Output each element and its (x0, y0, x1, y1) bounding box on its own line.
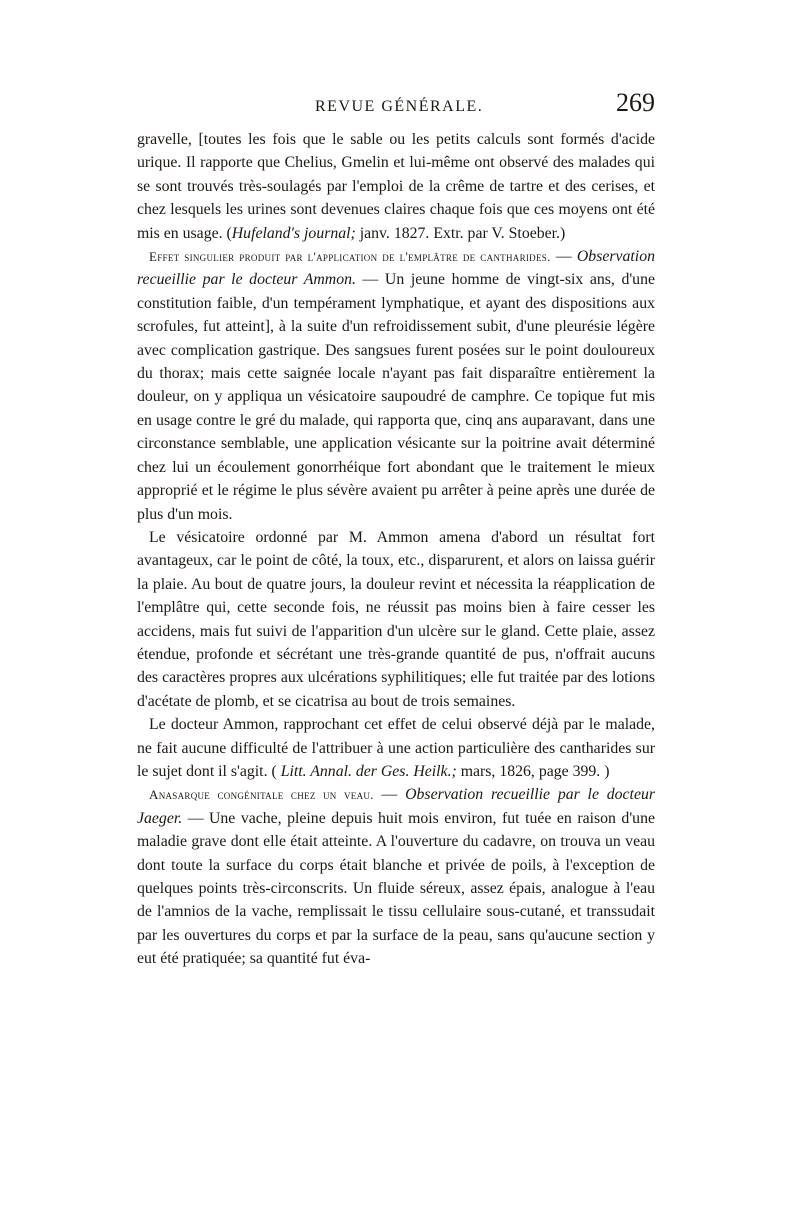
paragraph-text: Le vésicatoire ordonné par M. Ammon amena d'abord un résultat fort avantageux, car le point de côté, la toux, etc., disparurent, et alors on laissa guérir la plaie. Au bout de quatre jours, la douleur revint et nécessita la réapplication de l'emplâtre qui, cette seconde fois, ne réussit pas moins bien à faire cesser les accidens, mais fut suivi de l'apparition d'un ulcère sur le gland. Cette plaie, assez étendue, profonde et sécrétant une très-grande quantité de pus, n'offrait aucuns des caractères propres aux ulcérations syphilitiques; elle fut traitée par des lotions d'acétate de plomb, et se cicatrisa au bout de trois semaines. (137, 528, 655, 710)
source-citation: Litt. Annal. der Ges. Heilk.; (280, 762, 457, 780)
heading-dash: — (373, 786, 406, 804)
citation-tail: mars, 1826, page 399. ) (456, 762, 610, 780)
page-header (0, 78, 800, 118)
paragraph-anasarque (137, 783, 655, 970)
paragraph-ammon (137, 713, 655, 783)
running-head: REVUE GÉNÉRALE. (315, 98, 484, 115)
paragraph-text: Le docteur Ammon, rapprochant cet effet de celui observé déjà par le malade, ne fait aucune difficulté de l'attribuer à une action particulière des cantharides sur le sujet dont il s'agit. ( (137, 716, 655, 780)
paragraph-text: — Une vache, pleine depuis huit mois environ, fut tuée en raison d'une maladie grave dont elle était atteinte. A l'ouverture du cadavre, on trouva un veau dont toute la surface du corps était blanche et privée de poils, à l'exception de quelques points très-circonscrits. Un fluide séreux, assez épais, analogue à l'eau de l'amnios de la vache, remplissait le tissu cellulaire sous-cutané, et transsudait par les ouvertures du corps et par la surface de la peau, sans qu'aucune section y eut été pratiquée; sa quantité fut éva- (137, 809, 655, 968)
section-heading: Effet singulier produit par l'application de l'emplâtre de cantharides. (149, 249, 551, 265)
paragraph-text: gravelle, [toutes les fois que le sable ou les petits calculs sont formés d'acide urique. Il rapporte que Chelius, Gmelin et lui-même ont observé des malades qui se sont trouvés très-soulagés par l'emploi de la crême de tartre et des cerises, et chez lesquels les urines sont devenues claires chaque fois que ces moyens ont été mis en usage. ( (137, 131, 655, 242)
body-text (137, 128, 655, 971)
citation-tail: janv. 1827. Extr. par V. Stoeber.) (355, 224, 566, 242)
observation-attribution: Observation recueillie par le docteur Jaeger. (137, 786, 655, 827)
section-heading: Anasarque congénitale chez un veau. (149, 787, 374, 803)
heading-dash: — (550, 248, 577, 266)
page-number: 269 (616, 88, 655, 117)
paragraph-vesicatoire (137, 526, 655, 713)
paragraph-text: — Un jeune homme de vingt-six ans, d'une constitution faible, d'un tempérament lymphatique, et ayant des dispositions aux scrofules, fut atteint], à la suite d'un refroidissement subit, d'une pleurésie légère avec complication gastrique. Des sangsues furent posées sur le point douloureux du thorax; mais cette saignée locale n'ayant pas fait disparaître entièrement la douleur, on y appliqua un vésicatoire saupoudré de camphre. Ce topique fut mis en usage contre le gré du malade, qui rapporta que, cinq ans auparavant, dans une circonstance semblable, une application vésicante sur la poitrine avait déterminé chez lui un écoulement gonorrhéique fort abondant que le traitement le mieux approprié et le régime le plus sévère avaient pu arrêter à peine après une durée de plus d'un mois. (137, 271, 655, 523)
paragraph-cantharides (137, 245, 655, 526)
source-citation: Hufeland's journal; (231, 224, 356, 242)
paragraph-gravelle (137, 128, 655, 245)
observation-attribution: Observation recueillie par le docteur Ammon. (137, 248, 655, 289)
